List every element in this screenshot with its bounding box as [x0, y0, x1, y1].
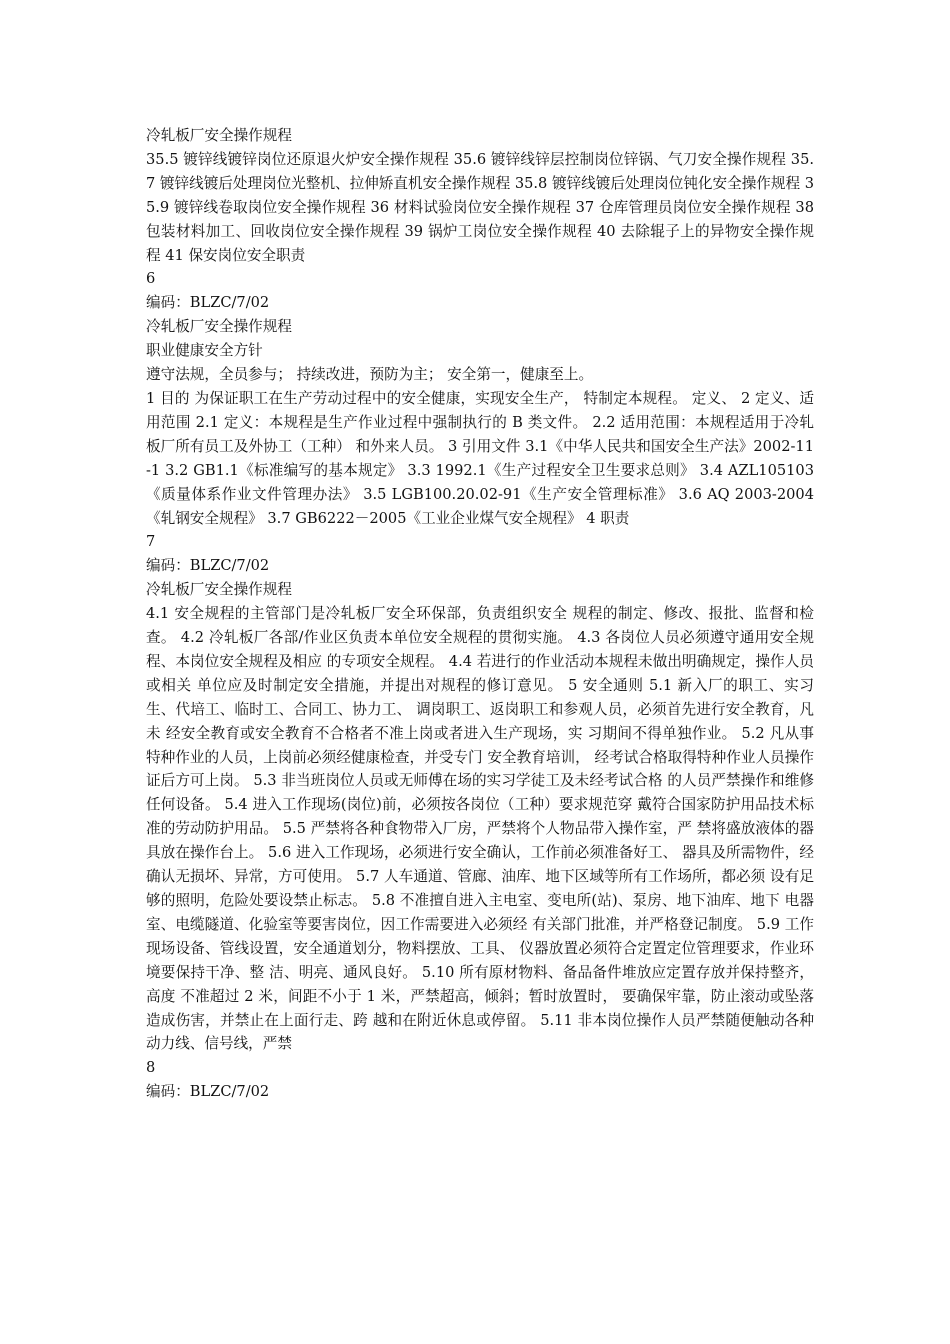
document-code: 编码：BLZC/7/02: [146, 294, 270, 312]
section-heading: 冷轧板厂安全操作规程: [146, 581, 292, 599]
page-number: 7: [146, 533, 156, 551]
policy-text: 遵守法规，全员参与； 持续改进，预防为主； 安全第一，健康至上。: [146, 366, 594, 384]
section-heading: 冷轧板厂安全操作规程: [146, 318, 292, 336]
section-heading: 冷轧板厂安全操作规程: [146, 127, 292, 144]
policy-title: 职业健康安全方针: [146, 342, 263, 360]
body-paragraph: 4.1 安全规程的主管部门是冷轧板厂安全环保部，负责组织安全 规程的制定、修改、报批、监督和检查。 4.2 冷轧板厂各部/作业区负责本单位安全规程的贯彻实施。 4.3 各岗位人员必须遵守通用安全规程、本岗位安全规程及相应 的专项安全规程。 4.4 若进行的作业活动本规程未做出明确规定，操作人员或相关 单位应及时制定安全措施，并提出对规程的修订意见。 5 安全通则 5.1 新入厂的职工、实习生、代培工、临时工、合同工、协力工、 调岗职工、返岗职工和参观人员，必须首先进行安全教育，凡未 经安全教育或安全教育不合格者不准上岗或者进入生产现场，实 习期间不得单独作业。 5.2 凡从事特种作业的人员，上岗前必须经健康检查，并受专门 安全教育培训， 经考试合格取得特种作业人员操作证后方可上岗。 5.3 非当班岗位人员或无师傅在场的实习学徒工及未经考试合格 的人员严禁操作和维修任何设备。 5.4 进入工作现场(岗位)前，必须按各岗位（工种）要求规范穿 戴符合国家防护用品技术标准的劳动防护用品。 5.5 严禁将各种食物带入厂房，严禁将个人物品带入操作室，严 禁将盛放液体的器具放在操作台上。 5.6 进入工作现场，必须进行安全确认，工作前必须准备好工、 器具及所需物件，经确认无损坏、异常，方可使用。 5.7 人车通道、管廊、油库、地下区域等所有工作场所，都必须 设有足够的照明，危险处要设禁止标志。 5.8 不准擅自进入主电室、变电所(站)、泵房、地下油库、地下 电器室、电缆隧道、化验室等要害岗位，因工作需要进入必须经 有关部门批准，并严格登记制度。 5.9 工作现场设备、管线设置，安全通道划分，物料摆放、工具、 仪器放置必须符合定置定位管理要求，作业环境要保持干净、整 洁、明亮、通风良好。 5.10 所有原材物料、备品备件堆放应定置存放并保持整齐，高度 不准超过 2 米，间距不小于 1 米，严禁超高，倾斜；暂时放置时， 要确保牢靠，防止滚动或坠落造成伤害，并禁止在上面行走、跨 越和在附近休息或停留。 5.11 非本岗位操作人员严禁随便触动各种动力线、信号线，严禁: [146, 605, 814, 1053]
section-page-6: [146, 124, 814, 315]
page-number: 6: [146, 270, 156, 288]
section-page-7: [146, 315, 814, 578]
toc-paragraph: 35.5 镀锌线镀锌岗位还原退火炉安全操作规程 35.6 镀锌线锌层控制岗位锌锅、气刀安全操作规程 35.7 镀锌线镀后处理岗位光整机、拉伸矫直机安全操作规程 35.8 镀锌线镀后处理岗位钝化安全操作规程 35.9 镀锌线卷取岗位安全操作规程 36 材料试验岗位安全操作规程 37 仓库管理员岗位安全操作规程 38 包装材料加工、回收岗位安全操作规程 39 锅炉工岗位安全操作规程 40 去除辊子上的异物安全操作规程 41 保安岗位安全职责: [146, 150, 814, 264]
document-code: 编码：BLZC/7/02: [146, 557, 270, 575]
section-page-8: [146, 578, 814, 1104]
page-number: 8: [146, 1059, 156, 1077]
document-code: 编码：BLZC/7/02: [146, 1083, 270, 1101]
document-page: [146, 124, 814, 1104]
body-paragraph: 1 目的 为保证职工在生产劳动过程中的安全健康，实现安全生产， 特制定本规程。 定义、 2 定义、适用范围 2.1 定义：本规程是生产作业过程中强制执行的 B 类文件。 2.2 适用范围：本规程适用于冷轧板厂所有员工及外协工（工种） 和外来人员。 3 引用文件 3.1《中华人民共和国安全生产法》2002-11-1 3.2 GB1.1《标准编写的基本规定》 3.3 1992.1《生产过程安全卫生要求总则》 3.4 AZL105103《质量体系作业文件管理办法》 3.5 LGB100.20.02-91《生产安全管理标准》 3.6 AQ 2003-2004《轧钢安全规程》 3.7 GB6222－2005《工业企业煤气安全规程》 4 职责: [146, 389, 814, 527]
